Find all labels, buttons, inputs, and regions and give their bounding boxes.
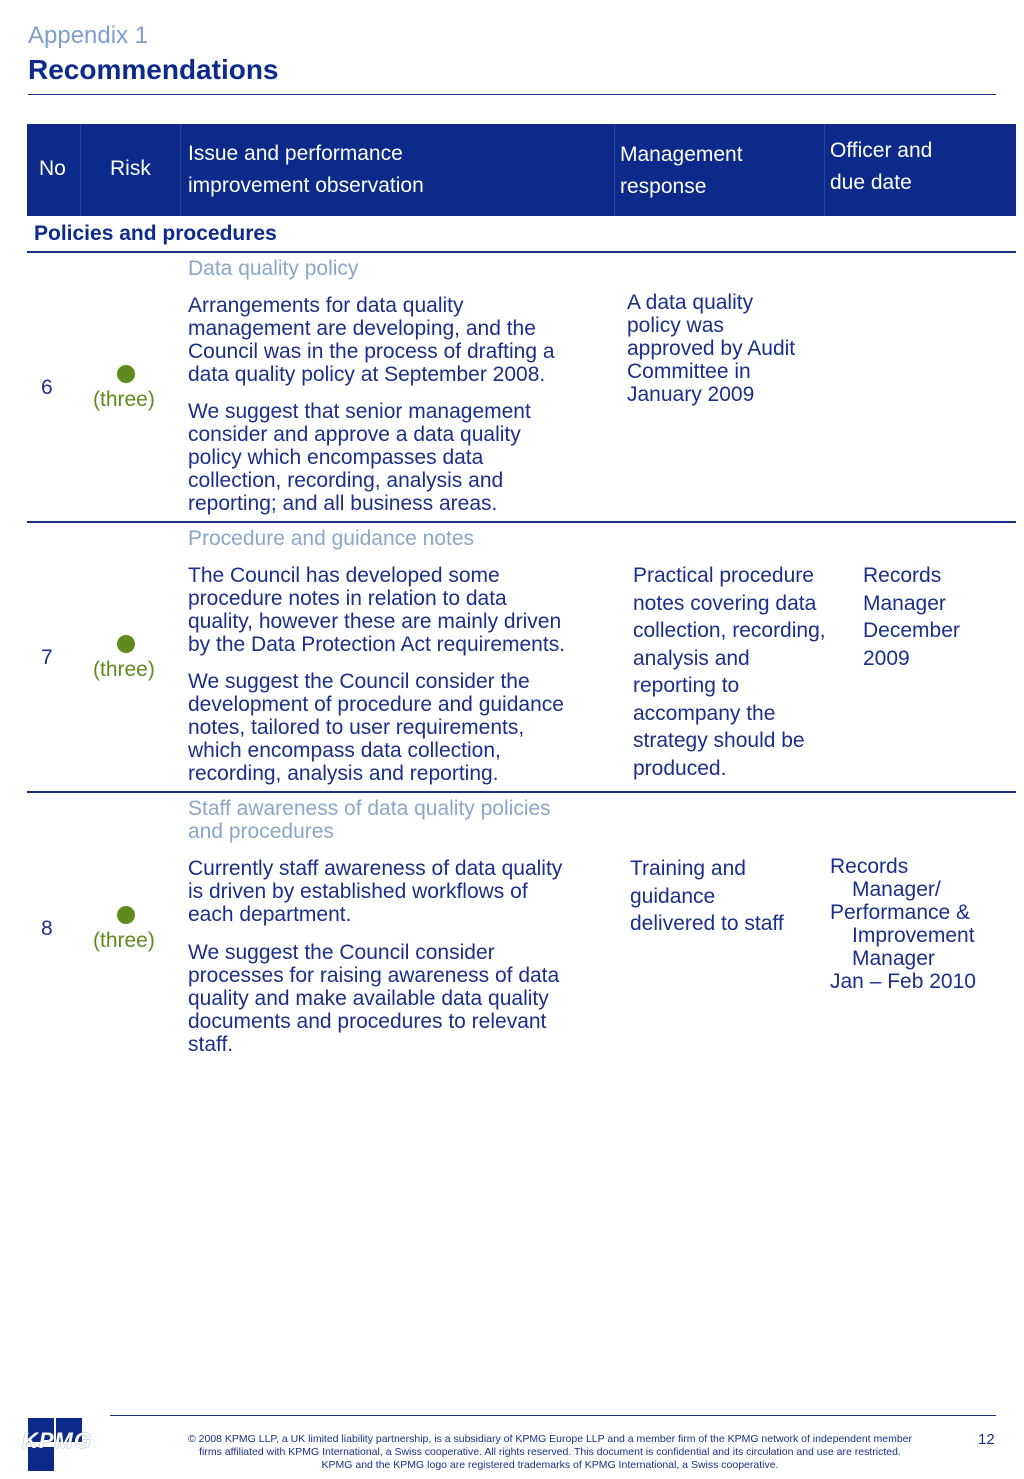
kpmg-logo-text: KPMG — [22, 1428, 92, 1453]
management-response: A data quality policy was approved by Audit Committee in January 2009 — [627, 291, 796, 406]
copyright-notice: © 2008 KPMG LLP, a UK limited liability partnership, is a subsidiary of KPMG Europe LLP and a member firm of the KPMG network of independent member firms affiliated with KPMG International, a Swiss cooperative. All rights reserved. This document is confidential and its circulation and use are restricted. KPMG and the KPMG logo are registered trademarks of KPMG International, a Swiss cooperative. — [187, 1433, 913, 1471]
column-header-management-response: Management response — [620, 143, 743, 198]
column-header-issue: Issue and performance improvement observation — [188, 142, 424, 197]
risk-indicator-dot — [117, 635, 135, 653]
risk-rating: (three) — [93, 388, 155, 411]
header-divider — [614, 124, 615, 216]
row-divider — [27, 521, 1016, 523]
page-number: 12 — [978, 1431, 995, 1448]
officer-due-date: Records Manager December 2009 — [863, 564, 960, 670]
risk-indicator-dot — [117, 365, 135, 383]
header-divider — [824, 124, 825, 216]
recommendation-paragraph: We suggest the Council consider the development of procedure and guidance notes, tailored to user requirements, which encompass data collection, recording, analysis and reporting. — [188, 670, 564, 785]
header-divider — [80, 124, 81, 216]
footer-divider — [110, 1415, 996, 1416]
management-response: Training and guidance delivered to staff — [630, 857, 784, 935]
row-divider — [27, 791, 1016, 793]
issue-paragraph: The Council has developed some procedure notes in relation to data quality, however these are mainly driven by the Data Protection Act requirements. — [188, 564, 566, 656]
risk-indicator-dot — [117, 906, 135, 924]
row-divider — [27, 251, 1016, 253]
issue-paragraph: Currently staff awareness of data quality is driven by established workflows of each department. — [188, 857, 563, 926]
column-header-no: No — [39, 157, 66, 180]
officer-due-date: Records Manager/ Performance & Improvement Manager Jan – Feb 2010 — [830, 855, 976, 993]
column-header-officer: Officer and due date — [830, 139, 933, 194]
section-heading: Policies and procedures — [34, 222, 277, 245]
recommendation-paragraph: We suggest the Council consider processes for raising awareness of data quality and make available data quality documents and procedures to relevant staff. — [188, 941, 560, 1056]
title-divider — [28, 94, 996, 95]
page-title: Recommendations — [28, 54, 279, 85]
issue-subheading: Procedure and guidance notes — [188, 527, 475, 550]
risk-rating: (three) — [93, 929, 155, 952]
recommendation-paragraph: We suggest that senior management consider and approve a data quality policy which encompasses data collection, recording, analysis and reporting; and all business areas. — [188, 400, 531, 515]
issue-subheading: Staff awareness of data quality policies and procedures — [188, 797, 551, 843]
column-header-risk: Risk — [110, 157, 151, 180]
row-number: 6 — [41, 376, 53, 399]
appendix-label: Appendix 1 — [28, 22, 149, 49]
row-number: 8 — [41, 917, 53, 940]
management-response: Practical procedure notes covering data collection, recording, analysis and reporting to accompany the strategy should be produced. — [633, 564, 826, 780]
header-divider — [180, 124, 181, 216]
row-number: 7 — [41, 646, 53, 669]
issue-paragraph: Arrangements for data quality management are developing, and the Council was in the process of drafting a data quality policy at September 2008. — [188, 294, 555, 386]
issue-subheading: Data quality policy — [188, 257, 359, 280]
risk-rating: (three) — [93, 658, 155, 681]
